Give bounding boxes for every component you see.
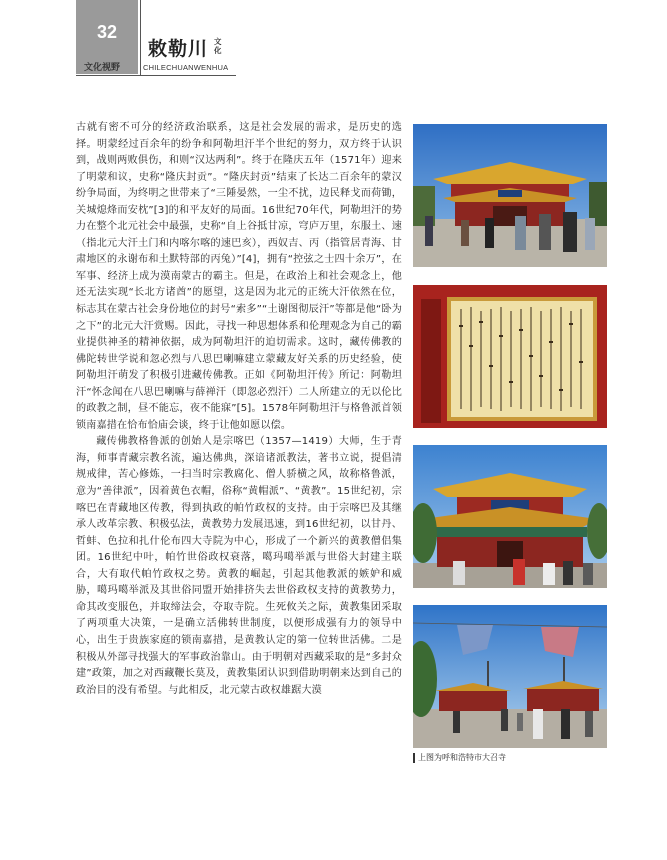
- photo-script-plaque: [413, 285, 607, 428]
- section-label: 文化视野: [84, 63, 121, 73]
- header-divider-horizontal: [76, 75, 236, 76]
- header-divider-vertical: [140, 0, 141, 76]
- article-paragraph: 古就有密不可分的经济政治联系，这是社会发展的需求，是历史的选择。明蒙经过百余年的纷争和阿勒坦汗半个世纪的努力，双方终于认识到，战则两败俱伤，和则“汉达两利”。终于在隆庆五年（1571年）迎来了明蒙和议，史称“隆庆封贡”。“隆庆封贡”结束了长达二百余年的蒙汉纷争局面，为终明之世带来了“三陲晏然，一尘不扰，边民释戈而荷锄，关城熄烽而安枕”[3]的和平友好的局面。16世纪70年代，阿勒坦汗的势力在整个北元社会中最强，史称“自上谷抵甘凉，穹庐万里，东服土、速（指北元大汗土门和内喀尔喀的速巴亥），西奴吉、丙（指管居青海、甘肃地区的永谢布和土默特部的丙兔）”[4]，拥有“控弦之士四十余万”，在军事、经济上成为漠南蒙古的霸主。但是，在政治上和社会观念上，他还无法实现“长北方诸酋”的愿望，这是因为北元的正统大汗依然在位，标志其在蒙古社会身份地位的封号“索多”“土谢图彻辰汗”等都是他“卧为之下”的北元大汗赏赐。因此，寻找一种思想体系和伦理观念为自己的霸业提供神圣的精神依据，成为阿勒坦汗的迫切需求。这时，藏传佛教的佛陀转世学说和忽必烈与八思巴喇嘛建立蒙藏友好关系的历史经验，使阿勒坦汗萌发了积极引进藏传佛教。正如《阿勒坦汗传》所记：阿勒坦汗“怀念闻在八思巴喇嘛与薛禅汗（即忽必烈汗）二人所建立的无以伦比的政教之制，昼不能忘，夜不能寐”[5]。1578年阿勒坦汗与格鲁派首领锁南嘉措在恰布恰庙会谈，终于让他如愿以偿。: [76, 122, 402, 431]
- caption-marker: [413, 753, 415, 763]
- page-number: 32: [96, 22, 118, 42]
- photo-temple-gate: [413, 445, 607, 588]
- magazine-logo-side: 文化: [214, 37, 222, 55]
- photo-temple-courtyard: [413, 124, 607, 267]
- article-body: [76, 120, 402, 699]
- magazine-logo-english: CHILECHUANWENHUA: [143, 63, 229, 72]
- magazine-logo: 敕勒川: [148, 38, 209, 60]
- article-paragraph: 藏传佛教格鲁派的创始人是宗喀巴（1357—1419）大师，生于青海，师事青藏宗教名流，遍达佛典，深谙诸派教法，著书立说，提倡清规戒律，苦心修炼，一扫当时宗教腐化、僧人骄横之风，故称格鲁派，意为“善律派”，因着黄色衣帽，俗称“黄帽派”、“黄教”。15世纪初，宗喀巴在青藏地区传教，得到执政的帕竹政权的支持。由于宗喀巴及其继承人改革宗教、积极弘法，黄教势力发展迅速，到16世纪初，以甘丹、哲蚌、色拉和扎什伦布四大寺院为中心，形成了一个新兴的黄教僧侣集团。16世纪中叶，帕竹世俗政权衰落，噶玛噶举派与世俗大封建主联合，大有取代帕竹政权之势。黄教的崛起，引起其他教派的嫉妒和威胁，噶玛噶举派及其世俗同盟开始排挤失去世俗政权支持的黄教势力，命其改变服色，并取缔法会，夺取寺院。生死攸关之际，黄教集团采取了两项重大决策，一是确立活佛转世制度，以便形成强有力的领导中心，出生于贵族家庭的锁南嘉措，是黄教认定的第一位转世活佛。二是积极从外部寻找强大的军事政治靠山。由于明朝对西藏采取的是“多封众建”政策，加之对西藏鞭长莫及，黄教集团认识到借助明朝来达到自己的政治目的没有希望。与此相反，北元蒙古政权雄踞大漠: [76, 436, 402, 696]
- photo-temple-plaza: [413, 605, 607, 748]
- photo-caption: [413, 752, 613, 763]
- caption-text: 上图为呼和浩特市大召寺: [418, 753, 506, 762]
